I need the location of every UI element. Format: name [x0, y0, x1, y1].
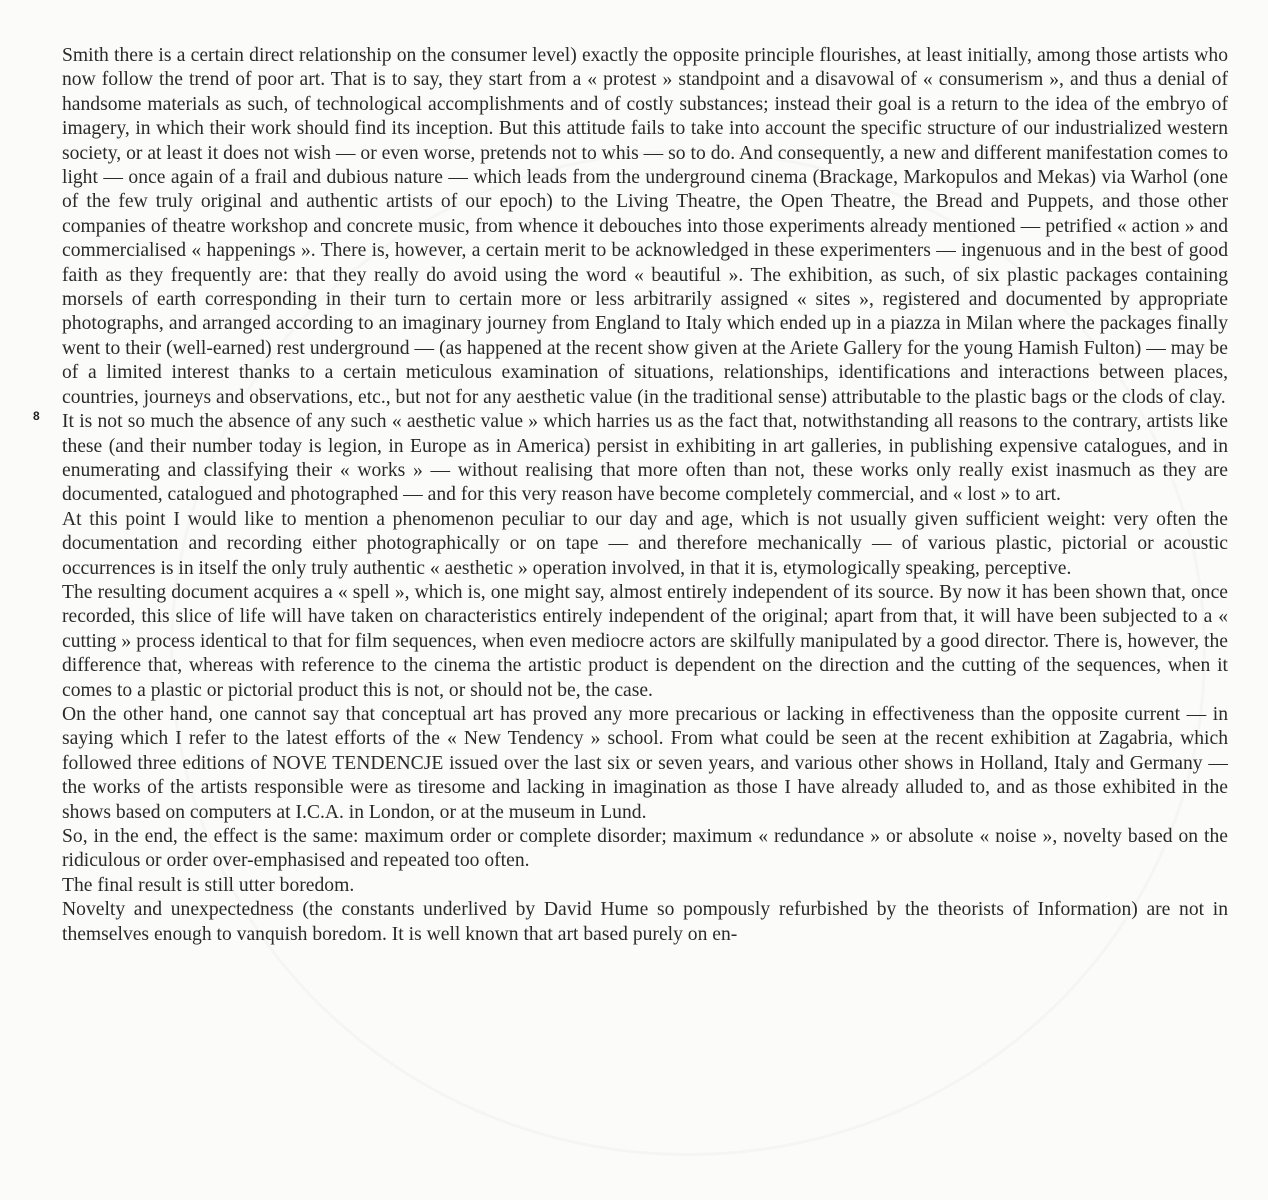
text-column — [62, 44, 1228, 947]
paragraph: On the other hand, one cannot say that conceptual art has proved any more precarious or lacking in effectiveness than the opposite current — in saying which I refer to the latest efforts of the « New Tendency » school. From what could be seen at the recent exhibition at Zagabria, which followed three editions of NOVE TENDENCJE issued over the last six or seven years, and various other shows in Holland, Italy and Germany — the works of the artists responsible were as tiresome and lacking in imagination as those I have already alluded to, and as those exhibited in the shows based on computers at I.C.A. in London, or at the museum in Lund. — [62, 703, 1228, 823]
page-number: 8 — [33, 409, 40, 423]
paragraph: At this point I would like to mention a phenomenon peculiar to our day and age, which is not usually given sufficient weight: very often the documentation and recording either photographically or on tape — and therefore mechanically — of various plastic, pictorial or acoustic occurrences is in itself the only truly authentic « aesthetic » operation involved, in that it is, etymologically speaking, perceptive. — [62, 508, 1228, 579]
paragraph: The final result is still utter boredom. — [62, 874, 355, 896]
paragraph: Novelty and unexpectedness (the constants underlived by David Hume so pompously refurbished by the theorists of Information) are not in themselves enough to vanquish boredom. It is well known that art based purely on en- — [62, 899, 1228, 945]
paragraph: It is not so much the absence of any such « aesthetic value » which harries us as the fact that, notwithstanding all reasons to the contrary, artists like these (and their number today is legion, in Europe as in America) persist in exhibiting in art galleries, in publishing expensive catalogues, and in enumerating and classifying their « works » — without realising that more often than not, these works only really exist inasmuch as they are documented, catalogued and photographed — and for this very reason have become completely commercial, and « lost » to art. — [62, 411, 1228, 506]
paragraph: The resulting document acquires a « spell », which is, one might say, almost entirely independent of its source. By now it has been shown that, once recorded, this slice of life will have taken on characteristics entirely independent of the original; apart from that, it will have been subjected to a « cutting » process identical to that for film sequences, when even mediocre actors are skilfully manipulated by a good director. There is, however, the difference that, whereas with reference to the cinema the artistic product is dependent on the direction and the cutting of the sequences, when it comes to a plastic or pictorial product this is not, or should not be, the case. — [62, 581, 1228, 701]
paragraph: Smith there is a certain direct relationship on the consumer level) exactly the opposite principle flourishes, at least initially, among those artists who now follow the trend of poor art. That is to say, they start from a « protest » standpoint and a disavowal of « consumerism », and thus a denial of handsome materials as such, of technological accomplishments and of costly substances; instead their goal is a return to the idea of the embryo of imagery, in which their work should find its inception. But this attitude fails to take into account the specific structure of our industrialized western society, or at least it does not wish — or even worse, pretends not to whis — so to do. And consequently, a new and different manifestation comes to light — once again of a frail and dubious nature — which leads from the underground cinema (Brackage, Markopulos and Mekas) via Warhol (one of the few truly original and authentic artists of our epoch) to the Living Theatre, the Open Theatre, the Bread and Puppets, and those other companies of theatre workshop and concrete music, from whence it debouches into those experiments already mentioned — petrified « action » and commercialised « happenings ». There is, however, a certain merit to be acknowledged in these experimenters — ingenuous and in the best of good faith as they frequently are: that they really do avoid using the word « beautiful ». The exhibition, as such, of six plastic packages containing morsels of earth corresponding in their turn to certain more or less arbitrarily assigned « sites », registered and documented by appropriate photographs, and arranged according to an imaginary journey from England to Italy which ended up in a piazza in Milan where the packages finally went to their (well-earned) rest underground — (as happened at the recent show given at the Ariete Gallery for the young Hamish Fulton) — may be of a limited interest thanks to a certain meticulous examination of situations, relationships, identifications and interactions between places, countries, journeys and observations, etc., but not for any aesthetic value (in the traditional sense) attributable to the plastic bags or the clods of clay. — [62, 45, 1228, 408]
paragraph: So, in the end, the effect is the same: maximum order or complete disorder; maximum « redundance » or absolute « noise », novelty based on the ridiculous or order over-emphasised and repeated too often. — [62, 826, 1228, 872]
